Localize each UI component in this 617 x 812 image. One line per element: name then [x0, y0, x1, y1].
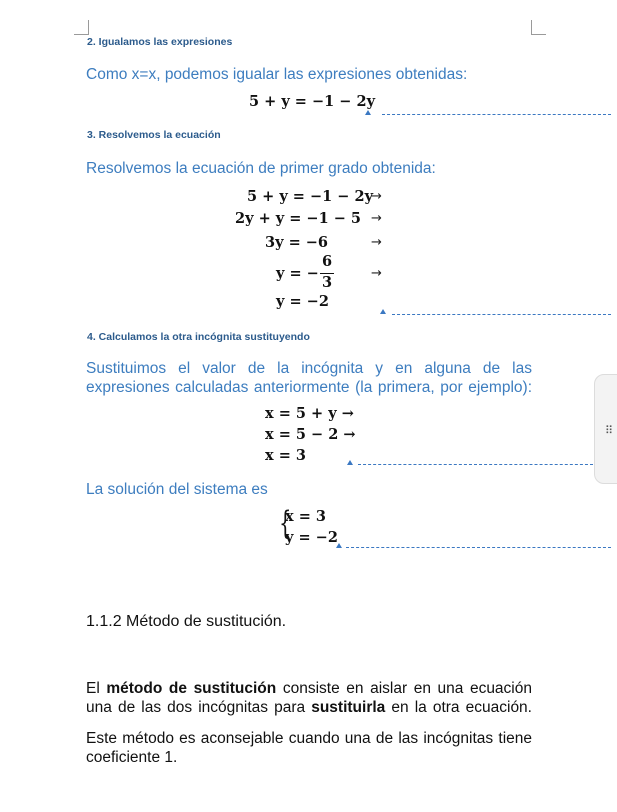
- solution-text: La solución del sistema es: [86, 481, 268, 498]
- dashed-rule: [358, 464, 593, 465]
- dashed-rule: [382, 114, 611, 115]
- arrow-icon: →: [371, 189, 382, 204]
- system-brace: {: [279, 504, 292, 542]
- step-3-line-3: 3y = −6: [265, 234, 328, 251]
- step-3-line-4: y = −: [276, 265, 319, 282]
- step-3-text: Resolvemos la ecuación de primer grado obtenida:: [86, 160, 436, 177]
- step-2-text: Como x=x, podemos igualar las expresiones obtenidas:: [86, 66, 468, 83]
- step-4-line-2: x = 5 − 2 →: [265, 426, 356, 443]
- dashed-rule: [346, 547, 611, 548]
- fraction-denominator: 3: [321, 274, 333, 291]
- drag-grip-icon[interactable]: ⠿: [605, 424, 614, 437]
- method-paragraph-1: El método de sustitución consiste en aislar en una ecuación una de las dos incógnitas para sustituirla en la otra ecuación.: [86, 680, 532, 716]
- crop-mark-top-right: [531, 20, 546, 35]
- fraction-numerator: 6: [321, 253, 333, 270]
- anchor-icon: [347, 460, 353, 465]
- anchor-icon: [336, 543, 342, 548]
- step-3-line-1: 5 + y = −1 − 2y: [247, 188, 374, 205]
- section-title: 1.1.2 Método de sustitución.: [86, 613, 287, 630]
- step-4-heading: 4. Calculamos la otra incógnita sustituyendo: [87, 331, 310, 343]
- step-4-line-3: x = 3: [265, 447, 306, 464]
- step-3-heading: 3. Resolvemos la ecuación: [87, 129, 221, 141]
- arrow-icon: →: [371, 211, 382, 226]
- anchor-icon: [380, 309, 386, 314]
- arrow-icon: →: [371, 266, 382, 281]
- arrow-icon: →: [371, 235, 382, 250]
- step-2-equation: 5 + y = −1 − 2y: [249, 93, 376, 110]
- step-4-line-1: x = 5 + y →: [265, 405, 354, 422]
- crop-mark-top-left: [74, 20, 89, 35]
- anchor-icon: [365, 110, 371, 115]
- method-paragraph-2: Este método es aconsejable cuando una de las incógnitas tiene coeficiente 1.: [86, 730, 532, 766]
- solution-line-2: y = −2: [285, 529, 338, 546]
- step-3-line-5: y = −2: [276, 293, 329, 310]
- dashed-rule: [392, 314, 611, 315]
- step-4-text: Sustituimos el valor de la incógnita y en alguna de las expresiones calculadas anteriormente (la primera, por ejemplo):: [86, 360, 532, 396]
- step-2-heading: 2. Igualamos las expresiones: [87, 36, 233, 48]
- solution-line-1: x = 3: [285, 508, 326, 525]
- step-3-line-2: 2y + y = −1 − 5: [235, 210, 362, 227]
